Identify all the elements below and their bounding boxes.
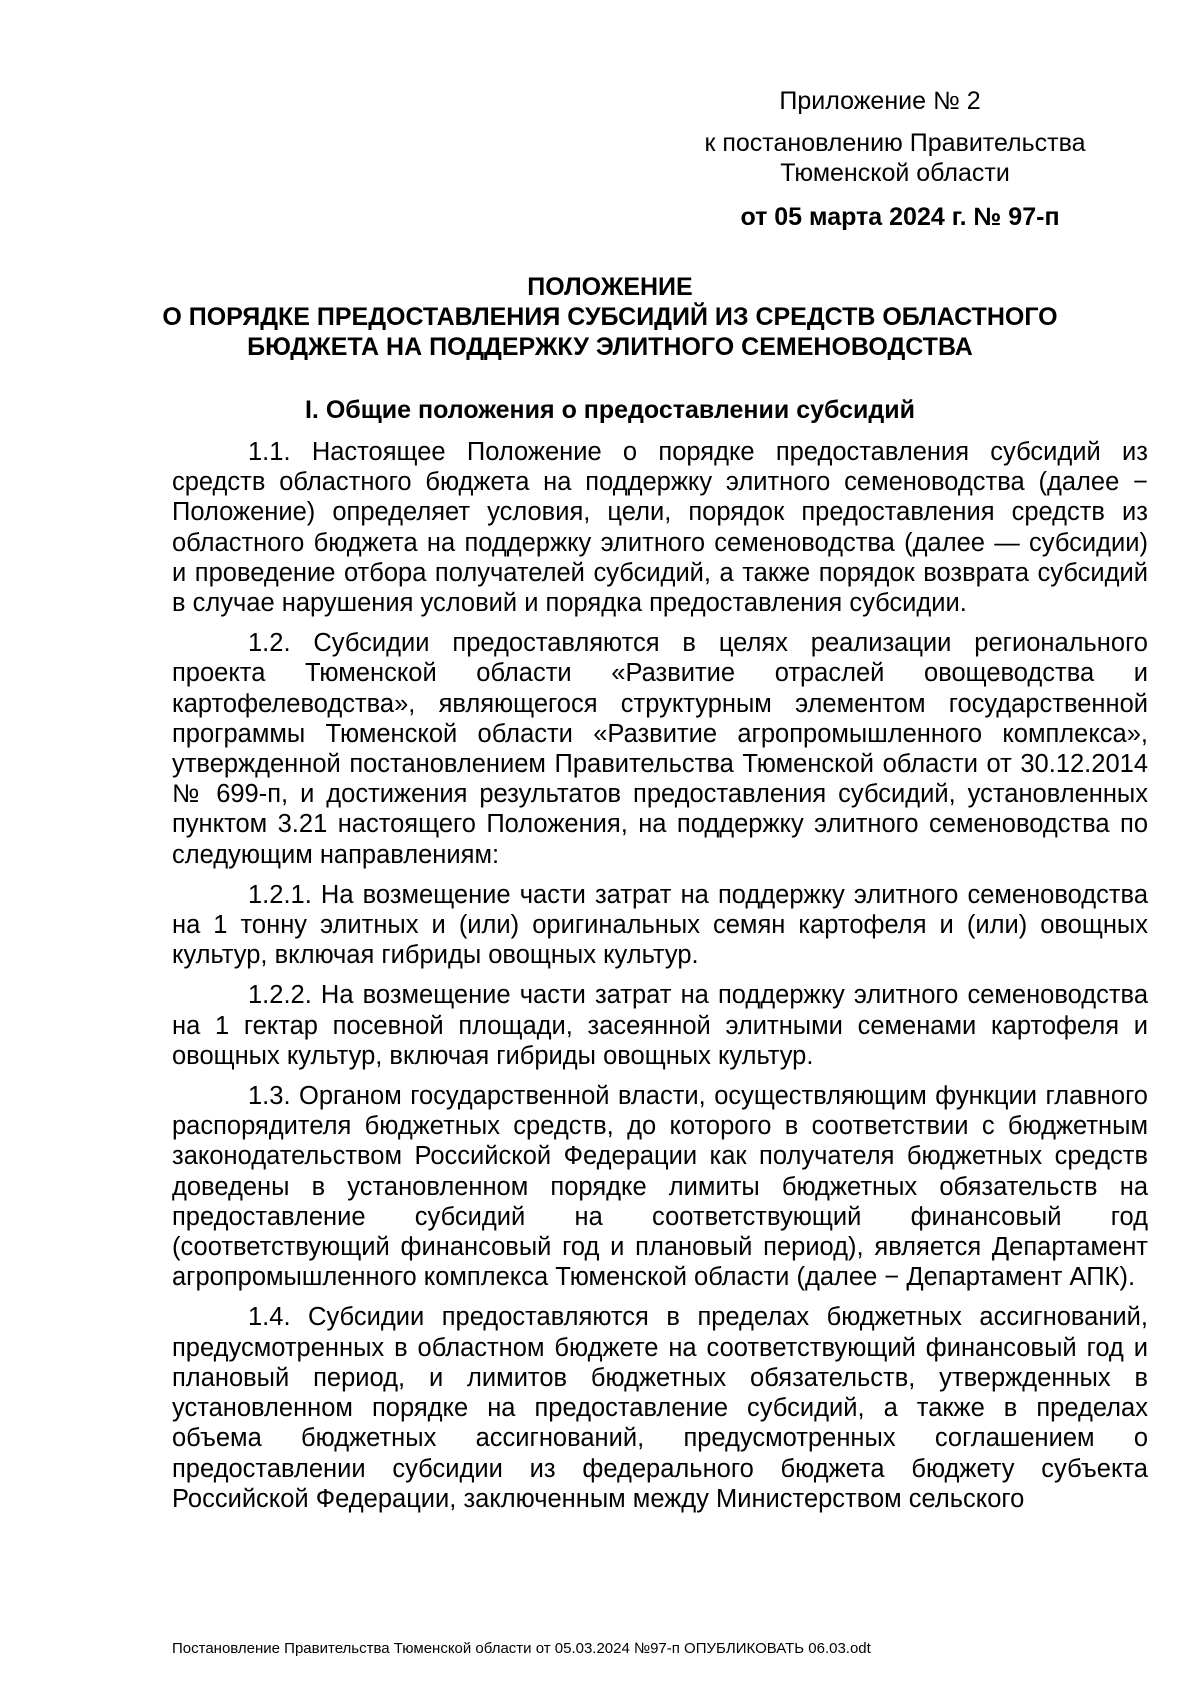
appendix-date: от 05 марта 2024 г. № 97-п xyxy=(740,203,1060,231)
document-body xyxy=(172,437,1148,1524)
title-line-2: О ПОРЯДКЕ ПРЕДОСТАВЛЕНИЯ СУБСИДИЙ ИЗ СРЕДСТВ ОБЛАСТНОГО xyxy=(162,303,1058,331)
paragraph-1-1: 1.1. Настоящее Положение о порядке предоставления субсидий из средств областного бюджета на поддержку элитного семеноводства (далее − Положение) определяет условия, цели, порядок предоставления средств из областного бюджета на поддержку элитного семеноводства (далее — субсидии) и проведение отбора получателей субсидий, а также порядок возврата субсидий в случае нарушения условий и порядка предоставления субсидии. xyxy=(172,438,1148,618)
title-line-3: БЮДЖЕТА НА ПОДДЕРЖКУ ЭЛИТНОГО СЕМЕНОВОДСТВА xyxy=(247,333,973,361)
paragraph-1-3: 1.3. Органом государственной власти, осуществляющим функции главного распорядителя бюджетных средств, до которого в соответствии с бюджетным законодательством Российской Федерации как получателя бюджетных средств доведены в установленном порядке лимиты бюджетных обязательств на предоставление субсидий на соответствующий финансовый год (соответствующий финансовый год и плановый период), является Департамент агропромышленного комплекса Тюменской области (далее − Департамент АПК). xyxy=(172,1082,1148,1292)
paragraph-1-2-1: 1.2.1. На возмещение части затрат на поддержку элитного семеноводства на 1 тонну элитных и (или) оригинальных семян картофеля и (или) овощных культур, включая гибриды овощных культур. xyxy=(172,880,1148,970)
page-footer: Постановление Правительства Тюменской области от 05.03.2024 №97-п ОПУБЛИКОВАТЬ 06.03.odt xyxy=(172,1640,871,1657)
title-line-1: ПОЛОЖЕНИЕ xyxy=(527,273,693,301)
paragraph-1-4: 1.4. Субсидии предоставляются в пределах бюджетных ассигнований, предусмотренных в областном бюджете на соответствующий финансовый год и плановый период, и лимитов бюджетных обязательств, утвержденных в установленном порядке на предоставление субсидий, а также в пределах объема бюджетных ассигнований, предусмотренных соглашением о предоставлении субсидии из федерального бюджета бюджету субъекта Российской Федерации, заключенным между Министерством сельского xyxy=(172,1303,1148,1513)
appendix-label: Приложение № 2 xyxy=(779,87,981,115)
section-heading: I. Общие положения о предоставлении субсидий xyxy=(304,396,915,424)
document-title xyxy=(140,272,1080,362)
appendix-region: Тюменской области xyxy=(780,159,1010,187)
paragraph-1-2: 1.2. Субсидии предоставляются в целях реализации регионального проекта Тюменской области «Развитие отраслей овощеводства и картофелеводства», являющегося структурным элементом государственной программы Тюменской области «Развитие агропромышленного комплекса», утвержденной постановлением Правительства Тюменской области от 30.12.2014 № 699-п, и достижения результатов предоставления субсидий, установленных пунктом 3.21 настоящего Положения, на поддержку элитного семеноводства по следующим направлениям: xyxy=(172,629,1148,869)
appendix-decree: к постановлению Правительства xyxy=(704,129,1086,157)
paragraph-1-2-2: 1.2.2. На возмещение части затрат на поддержку элитного семеноводства на 1 гектар посевной площади, засеянной элитными семенами картофеля и овощных культур, включая гибриды овощных культур. xyxy=(172,981,1148,1070)
